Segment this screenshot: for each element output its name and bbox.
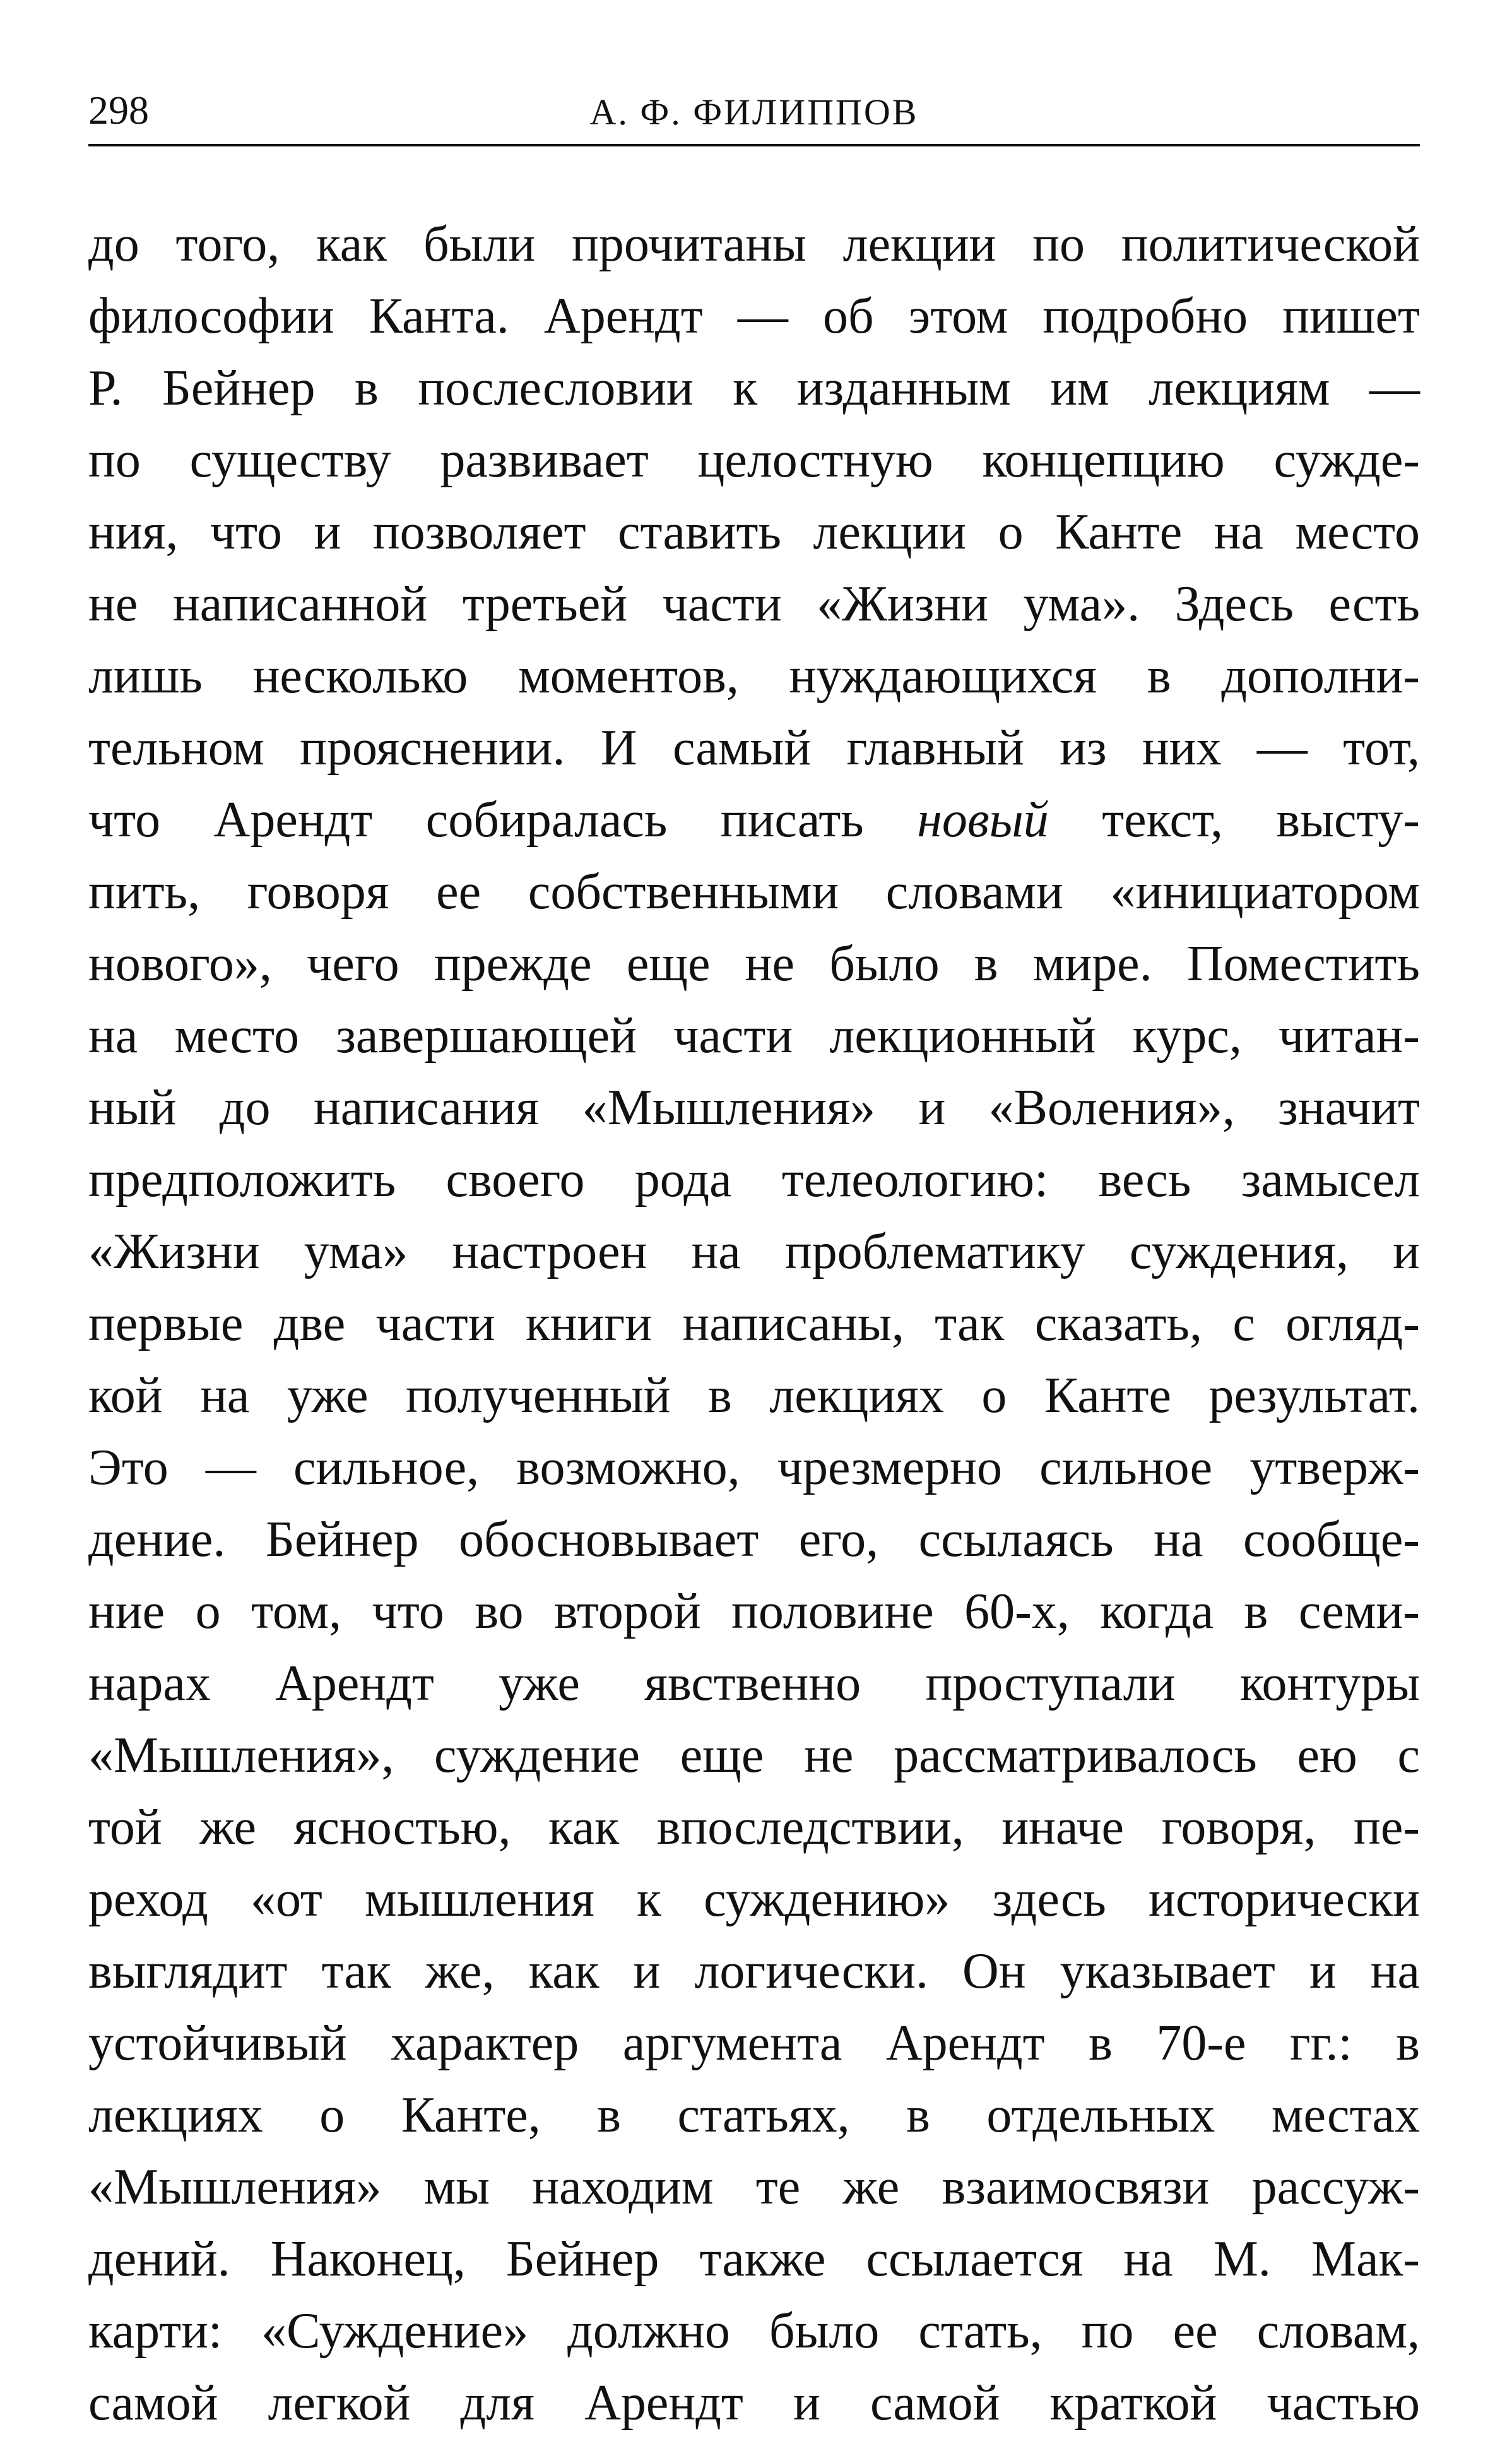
text-line: пить, говоря ее собственными словами «инициатором: [88, 864, 1420, 920]
text-line: по существу развивает целостную концепцию сужде-: [88, 432, 1420, 488]
text-line: реход «от мышления к суждению» здесь исторически: [88, 1872, 1420, 1927]
text-line: дение. Бейнер обосновывает его, ссылаясь на сообще-: [88, 1512, 1420, 1567]
text-segment: что Арендт собиралась писать: [88, 792, 918, 848]
running-title-author: А. Ф. ФИЛИППОВ: [589, 92, 919, 133]
text-line: самой легкой для Арендт и самой краткой частью: [88, 2375, 1420, 2431]
text-line: первые две части книги написаны, так сказать, с огляд-: [88, 1296, 1420, 1351]
page-number: 298: [88, 88, 149, 133]
text-line: философии Канта. Арендт — об этом подробно пишет: [88, 288, 1420, 344]
text-line: выглядит так же, как и логически. Он указывает и на: [88, 1943, 1420, 1999]
text-line: ный до написания «Мышления» и «Воления», значит: [88, 1080, 1420, 1136]
text-line: тельном прояснении. И самый главный из них — тот,: [88, 720, 1420, 776]
italic-emphasis: новый: [917, 792, 1049, 848]
text-line: «Жизни ума» настроен на проблематику суждения, и: [88, 1224, 1420, 1279]
text-line: ние о том, что во второй половине 60-х, когда в семи-: [88, 1584, 1420, 1639]
text-line: на место завершающей части лекционный курс, читан-: [88, 1008, 1420, 1064]
body-text: [88, 208, 1420, 2439]
text-line: кой на уже полученный в лекциях о Канте результат.: [88, 1368, 1420, 1423]
text-line: предположить своего рода телеологию: весь замысел: [88, 1152, 1420, 1208]
text-line: ния, что и позволяет ставить лекции о Канте на место: [88, 504, 1420, 560]
text-line: не написанной третьей части «Жизни ума». Здесь есть: [88, 576, 1420, 632]
text-line: Это — сильное, возможно, чрезмерно сильное утверж-: [88, 1440, 1420, 1495]
text-line: той же ясностью, как впоследствии, иначе говоря, пе-: [88, 1800, 1420, 1855]
text-line-with-emphasis: [88, 784, 1420, 856]
text-line: «Мышления», суждение еще не рассматривалось ею с: [88, 1728, 1420, 1783]
text-line: лишь несколько моментов, нуждающихся в дополни-: [88, 648, 1420, 704]
text-segment: текст, высту-: [1048, 792, 1420, 848]
text-line: Р. Бейнер в послесловии к изданным им лекциям —: [88, 360, 1420, 416]
text-line: нарах Арендт уже явственно проступали контуры: [88, 1656, 1420, 1711]
text-line: «Мышления» мы находим те же взаимосвязи рассуж-: [88, 2159, 1420, 2215]
running-header: [88, 74, 1420, 146]
text-line: нового», чего прежде еще не было в мире. Поместить: [88, 936, 1420, 992]
text-line: лекциях о Канте, в статьях, в отдельных местах: [88, 2087, 1420, 2143]
text-line: устойчивый характер аргумента Арендт в 70-е гг.: в: [88, 2015, 1420, 2071]
text-line: карти: «Суждение» должно было стать, по ее словам,: [88, 2303, 1420, 2359]
text-line: дений. Наконец, Бейнер также ссылается на М. Мак-: [88, 2231, 1420, 2287]
text-line: до того, как были прочитаны лекции по политической: [88, 217, 1420, 272]
